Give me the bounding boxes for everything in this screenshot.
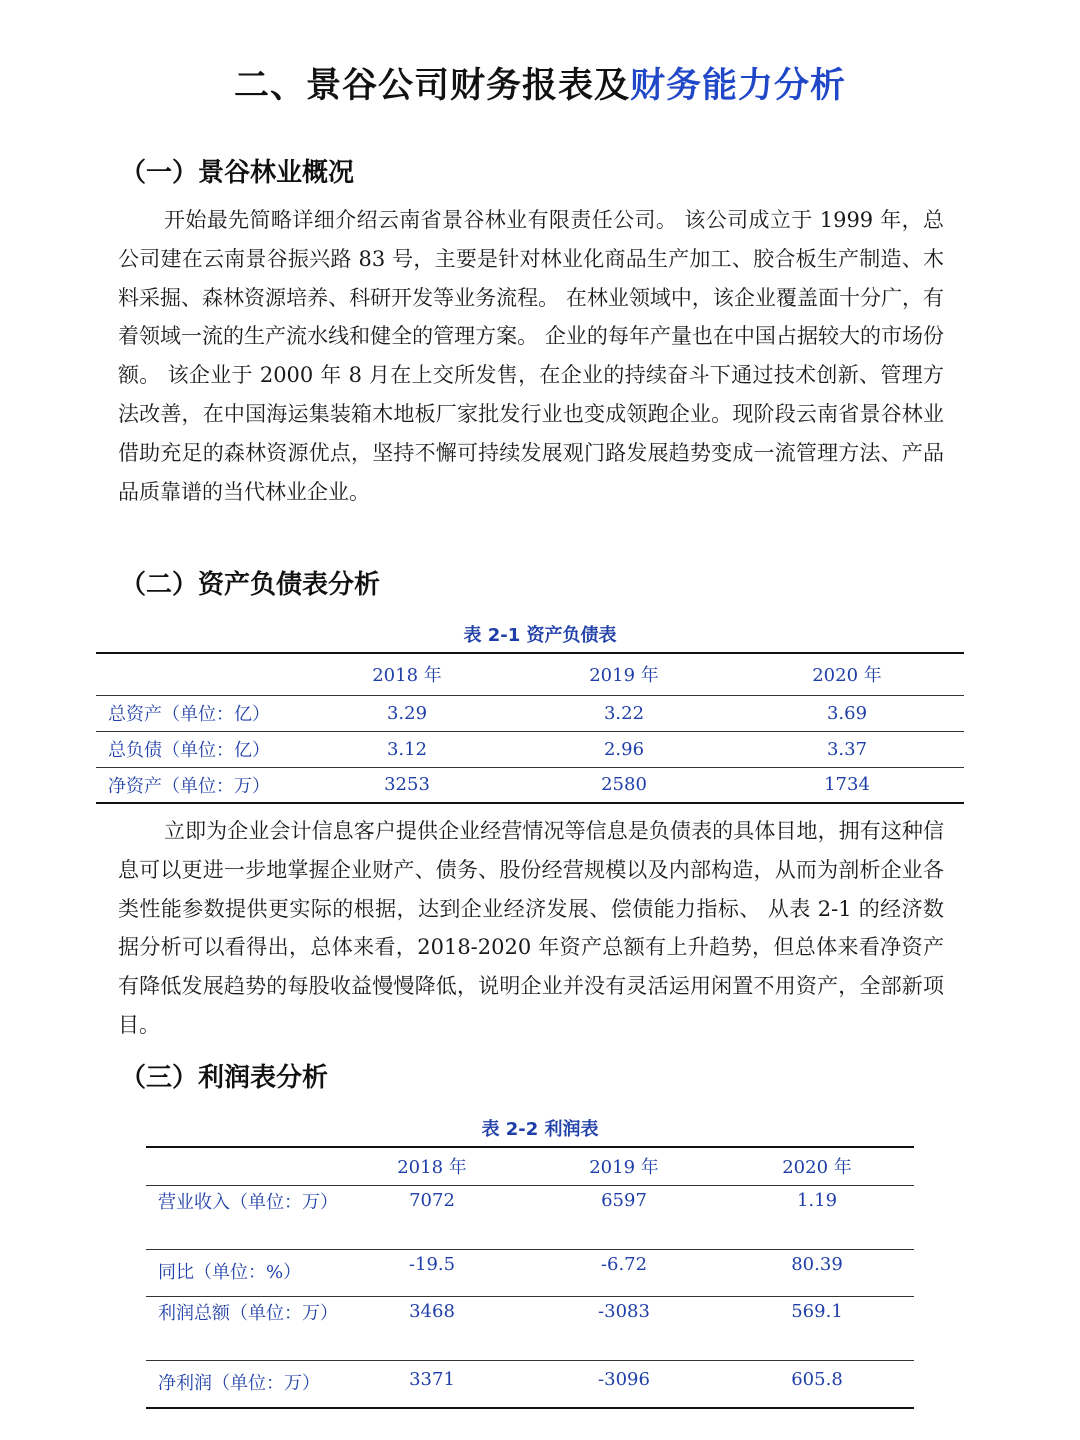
table-cell: 7072	[336, 1185, 528, 1249]
income-statement-caption: 表 2-2 利润表	[481, 1119, 599, 1140]
row-label: 净利润（单位：万）	[146, 1360, 336, 1408]
balance-sheet-paragraph: 立即为企业会计信息客户提供企业经营情况等信息是负债表的具体目地，拥有这种信息可以更进一步地掌握企业财产、债务、股份经营规模以及内部构造，从而为剖析企业各类性能参数提供更实际的根据，达到企业经济发展、偿债能力指标、 从表 2-1 的经济数据分析可以看得出，总体来看，2018-2020 年资产总额有上升趋势，但总体来看净资产有降低发展趋势的每股收益慢慢降低，说明企业并没有灵活运用闲置不用资产，全部新项目。	[118, 819, 944, 1037]
table-header-row	[146, 1147, 914, 1185]
table-cell: 3468	[336, 1296, 528, 1360]
row-label: 总负债（单位：亿）	[96, 731, 296, 767]
row-label: 营业收入（单位：万）	[146, 1185, 336, 1249]
row-label: 利润总额（单位：万）	[146, 1296, 336, 1360]
page-title	[0, 58, 1080, 108]
table-cell: 80.39	[720, 1249, 914, 1296]
section-heading-overview: （一）景谷林业概况	[120, 158, 355, 188]
table-cell: 3.22	[518, 695, 730, 731]
table-cell: 2.96	[518, 731, 730, 767]
section-heading-balance-sheet: （二）资产负债表分析	[120, 570, 381, 600]
table-cell: 605.8	[720, 1360, 914, 1408]
header-cell	[96, 653, 296, 695]
table-row	[96, 731, 964, 767]
table-header-row	[96, 653, 964, 695]
header-cell: 2020 年	[812, 665, 882, 687]
table-row	[146, 1296, 914, 1360]
table-cell: 3.37	[730, 731, 964, 767]
row-label: 净资产（单位：万）	[96, 767, 296, 803]
table-row	[146, 1249, 914, 1296]
overview-paragraph: 开始最先简略详细介绍云南省景谷林业有限责任公司。 该公司成立于 1999 年，总公司建在云南景谷振兴路 83 号，主要是针对林业化商品生产加工、胶合板生产制造、木料采掘、森林资源培养、科研开发等业务流程。 在林业领域中，该企业覆盖面十分广，有着领域一流的生产流水线和健全的管理方案。 企业的每年产量也在中国占据较大的市场份额。 该企业于 2000 年 8 月在上交所发售，在企业的持续奋斗下通过技术创新、管理方法改善，在中国海运集装箱木地板厂家批发行业也变成领跑企业。现阶段云南省景谷林业借助充足的森林资源优点，坚持不懈可持续发展观门路发展趋势变成一流管理方法、产品品质靠谱的当代林业企业。	[118, 208, 944, 504]
table-cell: -3083	[528, 1296, 720, 1360]
table-cell: 3.29	[296, 695, 518, 731]
balance-sheet-table	[96, 652, 964, 804]
table-cell: 1.19	[720, 1185, 914, 1249]
table-cell: -3096	[528, 1360, 720, 1408]
header-cell	[146, 1147, 336, 1185]
table-row	[146, 1360, 914, 1408]
table-cell: 3253	[296, 767, 518, 803]
table-cell: -19.5	[336, 1249, 528, 1296]
table-cell: 3.69	[730, 695, 964, 731]
page-title-highlight: 财务能力分析	[630, 66, 847, 106]
table-cell: 3.12	[296, 731, 518, 767]
table-cell: 6597	[528, 1185, 720, 1249]
header-cell: 2020 年	[782, 1157, 852, 1179]
balance-sheet-caption: 表 2-1 资产负债表	[463, 625, 617, 646]
table-row	[96, 767, 964, 803]
section-heading-income-statement: （三）利润表分析	[120, 1063, 329, 1093]
table-row	[146, 1185, 914, 1249]
table-cell: 3371	[336, 1360, 528, 1408]
table-row	[96, 695, 964, 731]
row-label: 同比（单位：%）	[146, 1249, 336, 1296]
page-title-main: 二、景谷公司财务报表及	[233, 66, 630, 106]
table-cell: -6.72	[528, 1249, 720, 1296]
header-cell: 2018 年	[372, 665, 442, 687]
table-cell: 2580	[518, 767, 730, 803]
table-cell: 1734	[730, 767, 964, 803]
header-cell: 2019 年	[589, 1157, 659, 1179]
income-statement-table	[146, 1146, 914, 1409]
header-cell: 2018 年	[397, 1157, 467, 1179]
row-label: 总资产（单位：亿）	[96, 695, 296, 731]
header-cell: 2019 年	[589, 665, 659, 687]
table-cell: 569.1	[720, 1296, 914, 1360]
